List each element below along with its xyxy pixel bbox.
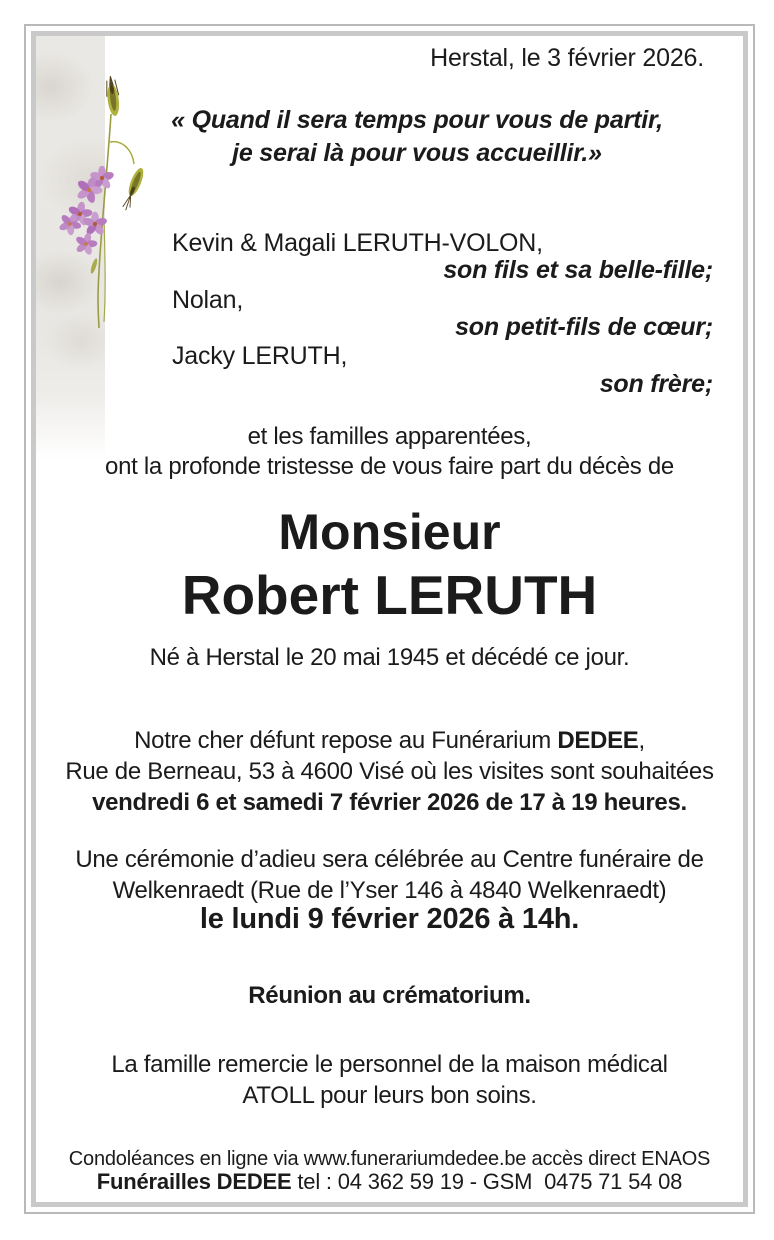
family-name-3: Jacky LERUTH, <box>172 342 348 370</box>
ceremony-date: le lundi 9 février 2026 à 14h. <box>199 903 580 935</box>
online-condolences: Condoléances en ligne via www.funerariumdedee.be accès direct ENAOS <box>68 1148 711 1170</box>
repose-suffix: , <box>638 727 645 754</box>
visiting-hours: vendredi 6 et samedi 7 février 2026 de 17 à 19 heures. <box>92 789 687 816</box>
family-name-2: Nolan, <box>172 286 244 314</box>
ceremony-line-2: Welkenraedt (Rue de l’Yser 146 à 4840 Welkenraedt) <box>112 877 667 904</box>
thanks-line-2: ATOLL pour leurs bon soins. <box>242 1082 537 1109</box>
ceremony-line-1: Une cérémonie d’adieu sera célébrée au Centre funéraire de <box>75 846 704 873</box>
repose-line-1 <box>36 726 743 756</box>
family-relation-2: son petit-fils de cœur; <box>455 313 713 341</box>
thanks-line-1: La famille remercie le personnel de la maison médical <box>111 1051 668 1078</box>
family-relation-3: son frère; <box>599 370 713 398</box>
repose-line-2: Rue de Berneau, 53 à 4600 Visé où les visites sont souhaitées <box>65 758 714 785</box>
funerarium-name: DEDEE <box>557 727 639 754</box>
deceased-name: Robert LERUTH <box>181 564 598 626</box>
funeral-home-phones: tel : 04 362 59 19 - GSM 0475 71 54 08 <box>291 1169 683 1194</box>
intro-line-1: et les familles apparentées, <box>247 423 532 450</box>
funeral-home-contact <box>36 1167 743 1197</box>
family-relation-1: son fils et sa belle-fille; <box>443 256 713 284</box>
family-name-1: Kevin & Magali LERUTH-VOLON, <box>172 229 543 257</box>
quote-line-1: « Quand il sera temps pour vous de partir, <box>171 106 663 134</box>
deceased-title: Monsieur <box>278 504 501 560</box>
funeral-home-name: Funérailles DEDEE <box>96 1169 292 1194</box>
violet-flowers <box>58 166 115 256</box>
deceased-life-dates: Né à Herstal le 20 mai 1945 et décédé ce jour. <box>149 644 630 671</box>
dateline: Herstal, le 3 février 2026. <box>430 44 704 72</box>
intro-line-2: ont la profonde tristesse de vous faire part du décès de <box>105 453 674 480</box>
quote-line-2: je serai là pour vous accueillir.» <box>232 139 602 167</box>
repose-prefix: Notre cher défunt repose au Funérarium <box>134 727 558 754</box>
cremation-note: Réunion au crématorium. <box>248 982 531 1009</box>
